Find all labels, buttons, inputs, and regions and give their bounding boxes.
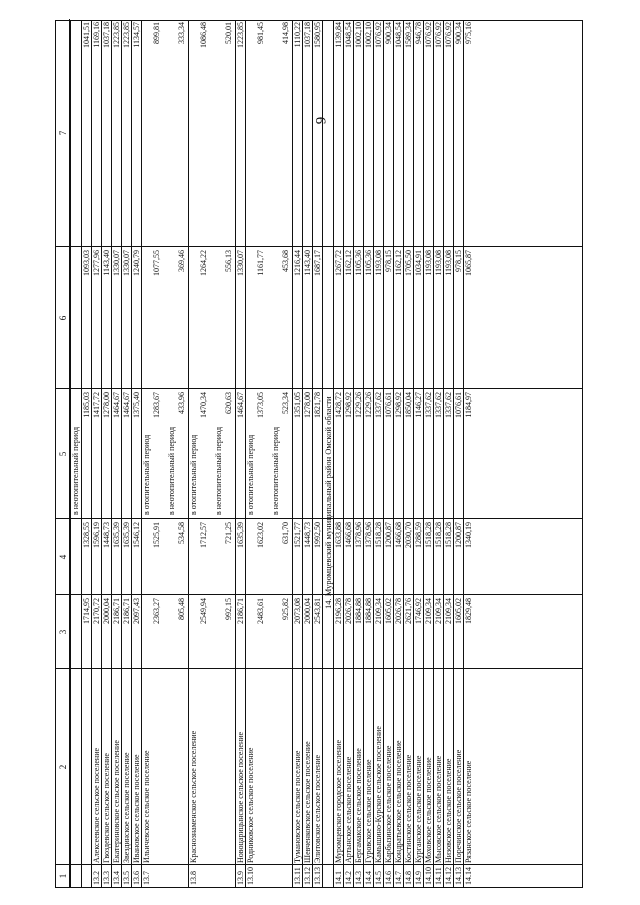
- row-number: 13.11: [293, 867, 302, 885]
- value-cell: 1992,50: [313, 522, 322, 548]
- column-header: 4: [56, 519, 70, 595]
- settlement-name: Тумановское сельское поселение: [293, 750, 302, 863]
- settlement-name: Бергамакское сельское поселение: [354, 748, 363, 863]
- value-cell: 1546,12: [132, 522, 141, 548]
- value-cell: 1417,72: [92, 392, 101, 418]
- value-cell: 1076,61: [454, 392, 463, 418]
- tariff-table: [55, 20, 583, 888]
- value-cell: 1466,68: [394, 522, 403, 548]
- value-cell: 1448,73: [102, 522, 111, 548]
- period-label: в неотопительный период: [214, 426, 223, 515]
- value-cell: 1048,54: [394, 22, 403, 48]
- column-header: 2: [56, 669, 70, 865]
- value-cell: 1373,05: [256, 392, 265, 418]
- value-cell: 1076,92: [434, 22, 443, 48]
- settlement-name: Артынское сельское поселение: [344, 756, 353, 863]
- value-cell: 1633,88: [334, 522, 343, 548]
- row-number: 14.8: [404, 871, 413, 885]
- value-cell: 2186,71: [122, 598, 131, 624]
- settlement-name: Рязанское сельское поселение: [464, 760, 473, 863]
- value-cell: 2097,43: [132, 598, 141, 624]
- value-cell: 1298,92: [344, 392, 353, 418]
- value-cell: 1821,78: [313, 392, 322, 418]
- settlement-name: Камышино-Курское сельское поселение: [374, 726, 383, 863]
- value-cell: 1076,92: [374, 22, 383, 48]
- value-cell: 1580,95: [313, 22, 322, 48]
- value-cell: 1605,02: [454, 598, 463, 624]
- settlement-name: Шевченковское сельское поселение: [303, 741, 312, 863]
- settlement-name: Низовское сельское поселение: [444, 758, 453, 863]
- value-cell: 1193,08: [424, 250, 433, 276]
- value-cell: 2170,72: [92, 598, 101, 624]
- value-cell: 1328,55: [82, 522, 91, 548]
- value-cell: 1185,03: [82, 392, 91, 418]
- value-cell: 1605,02: [384, 598, 393, 624]
- row-number: 14.4: [364, 871, 373, 885]
- value-cell: 414,98: [281, 22, 290, 44]
- row-number: 13.4: [112, 871, 121, 885]
- settlement-name: Карбызинское сельское поселение: [384, 745, 393, 863]
- value-cell: 1278,00: [303, 392, 312, 418]
- value-cell: 925,82: [281, 598, 290, 620]
- value-cell: 1518,28: [434, 522, 443, 548]
- value-cell: 1034,91: [414, 250, 423, 276]
- value-cell: 1229,26: [364, 392, 373, 418]
- value-cell: 1002,10: [364, 22, 373, 48]
- value-cell: 1184,97: [464, 392, 473, 418]
- value-cell: 1298,92: [394, 392, 403, 418]
- value-cell: 1635,39: [112, 522, 121, 548]
- value-cell: 1288,59: [414, 522, 423, 548]
- value-cell: 631,70: [281, 522, 290, 544]
- value-cell: 2186,71: [112, 598, 121, 624]
- value-cell: 1076,92: [424, 22, 433, 48]
- value-cell: 1525,91: [152, 522, 161, 548]
- value-cell: 1193,08: [434, 250, 443, 276]
- value-cell: 2000,04: [102, 598, 111, 624]
- settlement-name: Гуровское сельское поселение: [364, 759, 373, 863]
- value-cell: 1037,18: [102, 22, 111, 48]
- value-cell: 1146,27: [414, 392, 423, 418]
- period-label: в отопительный период: [189, 434, 198, 515]
- row-number: 13.9: [236, 871, 245, 885]
- value-cell: 1464,67: [122, 392, 131, 418]
- value-cell: 1143,40: [102, 250, 111, 276]
- value-cell: 1162,12: [344, 250, 353, 276]
- value-cell: 2196,28: [334, 598, 343, 624]
- section-heading: 14. Муромцевский муниципальный район Омской области: [323, 396, 333, 609]
- value-cell: 1223,85: [112, 22, 121, 48]
- value-cell: 1105,36: [354, 250, 363, 276]
- value-cell: 2109,34: [374, 598, 383, 624]
- column-header: 1: [56, 865, 70, 887]
- value-cell: 1193,08: [374, 250, 383, 276]
- settlement-name: Ильичевское сельское поселение: [142, 750, 151, 863]
- value-cell: 2549,94: [199, 598, 208, 624]
- settlement-name: Звездинское сельское поселение: [122, 752, 131, 863]
- row-number: 13.3: [102, 871, 111, 885]
- value-cell: 900,34: [454, 22, 463, 44]
- value-cell: 333,34: [177, 22, 186, 44]
- settlement-name: Моховское сельское поселение: [424, 757, 433, 863]
- column-header: 7: [56, 19, 70, 247]
- value-cell: 1267,72: [334, 250, 343, 276]
- value-cell: 1464,67: [236, 392, 245, 418]
- value-cell: 2109,34: [434, 598, 443, 624]
- value-cell: 453,68: [281, 250, 290, 272]
- value-cell: 2000,04: [303, 598, 312, 624]
- value-cell: 2073,08: [293, 598, 302, 624]
- value-cell: 1105,36: [364, 250, 373, 276]
- value-cell: 1143,40: [303, 250, 312, 276]
- value-cell: 978,15: [454, 250, 463, 272]
- row-number: 14.5: [374, 871, 383, 885]
- value-cell: 805,48: [177, 598, 186, 620]
- value-cell: 1337,62: [434, 392, 443, 418]
- value-cell: 1340,19: [464, 522, 473, 548]
- value-cell: 1829,48: [464, 598, 473, 624]
- value-cell: 1375,40: [132, 392, 141, 418]
- value-cell: 1240,79: [132, 250, 141, 276]
- settlement-name: Екатериновское сельское поселение: [112, 740, 121, 863]
- value-cell: 1277,96: [92, 250, 101, 276]
- value-cell: 1330,07: [112, 250, 121, 276]
- value-cell: 2030,70: [404, 522, 413, 548]
- value-cell: 1705,50: [404, 250, 413, 276]
- value-cell: 981,45: [256, 22, 265, 44]
- value-cell: 1169,16: [92, 22, 101, 48]
- value-cell: 1283,67: [152, 392, 161, 418]
- value-cell: 1161,77: [256, 250, 265, 276]
- row-number: 14.9: [414, 871, 423, 885]
- value-cell: 1223,85: [236, 22, 245, 48]
- value-cell: 1337,62: [444, 392, 453, 418]
- value-cell: 1337,62: [424, 392, 433, 418]
- value-cell: 1041,51: [82, 22, 91, 48]
- column-header: 3: [56, 595, 70, 669]
- value-cell: 1589,34: [404, 22, 413, 48]
- row-number: 14.11: [434, 867, 443, 885]
- value-cell: 1687,17: [313, 250, 322, 276]
- row-number: 14.2: [344, 871, 353, 885]
- value-cell: 1200,87: [384, 522, 393, 548]
- row-number: 14.10: [424, 867, 433, 885]
- settlement-name: Гвоздевское сельское поселение: [102, 753, 111, 863]
- value-cell: 1086,48: [199, 22, 208, 48]
- value-cell: 1464,67: [112, 392, 121, 418]
- value-cell: 1048,54: [344, 22, 353, 48]
- value-cell: 1378,96: [364, 522, 373, 548]
- value-cell: 620,63: [224, 392, 233, 414]
- value-cell: 946,78: [414, 22, 423, 44]
- row-number: 14.7: [394, 871, 403, 885]
- value-cell: 1065,87: [464, 250, 473, 276]
- value-cell: 1229,26: [354, 392, 363, 418]
- row-number: 13.13: [313, 867, 322, 885]
- value-cell: 2026,78: [344, 598, 353, 624]
- value-cell: 1351,05: [293, 392, 302, 418]
- period-label: в неотопительный период: [167, 426, 176, 515]
- column-divider: [56, 864, 582, 865]
- value-cell: 2186,71: [236, 598, 245, 624]
- value-cell: 1623,02: [256, 522, 265, 548]
- value-cell: 534,58: [177, 522, 186, 544]
- value-cell: 2621,76: [404, 598, 413, 624]
- value-cell: 899,81: [152, 22, 161, 44]
- settlement-name: Курганское сельское поселение: [414, 755, 423, 863]
- value-cell: 1330,07: [122, 250, 131, 276]
- value-cell: 2543,81: [313, 598, 322, 624]
- value-cell: 1521,77: [293, 522, 302, 548]
- value-cell: 975,16: [464, 22, 473, 44]
- settlement-name: Ивановское сельское поселение: [132, 754, 141, 863]
- row-number: 14.6: [384, 871, 393, 885]
- value-cell: 1134,57: [132, 22, 141, 48]
- row-number: 14.12: [444, 867, 453, 885]
- settlement-name: Мысовское сельское поселение: [434, 755, 443, 863]
- value-cell: 1139,84: [334, 22, 343, 48]
- value-cell: 433,96: [177, 392, 186, 414]
- value-cell: 1378,96: [354, 522, 363, 548]
- value-cell: 2109,34: [444, 598, 453, 624]
- row-number: 13.7: [142, 871, 151, 885]
- value-cell: 1037,18: [303, 22, 312, 48]
- value-cell: 1278,00: [102, 392, 111, 418]
- value-cell: 900,34: [384, 22, 393, 44]
- period-label: в отопительный период: [142, 434, 151, 515]
- value-cell: 369,46: [177, 250, 186, 272]
- value-cell: 1264,22: [199, 250, 208, 276]
- value-cell: 556,13: [224, 250, 233, 272]
- value-cell: 1216,44: [293, 250, 302, 276]
- settlement-name: Муромцевское городское поселение: [334, 739, 343, 863]
- value-cell: 1518,28: [374, 522, 383, 548]
- column-header: 6: [56, 247, 70, 389]
- value-cell: 1337,62: [374, 392, 383, 418]
- value-cell: 1635,39: [236, 522, 245, 548]
- value-cell: 2109,34: [424, 598, 433, 624]
- value-cell: 1330,07: [236, 250, 245, 276]
- value-cell: 1518,28: [444, 522, 453, 548]
- value-cell: 721,25: [224, 522, 233, 544]
- value-cell: 2483,61: [256, 598, 265, 624]
- period-label: в неотопительный период: [71, 426, 80, 515]
- value-cell: 2026,78: [394, 598, 403, 624]
- row-number: 13.5: [122, 871, 131, 885]
- value-cell: 1193,08: [444, 250, 453, 276]
- row-number: 13.8: [189, 871, 198, 885]
- row-number: 14.3: [354, 871, 363, 885]
- period-label: в отопительный период: [246, 434, 255, 515]
- settlement-name: Алексеевское сельское поселение: [92, 747, 101, 863]
- value-cell: 1110,22: [293, 22, 302, 48]
- value-cell: 1712,57: [199, 522, 208, 548]
- value-cell: 1002,10: [354, 22, 363, 48]
- value-cell: 1850,04: [404, 392, 413, 418]
- value-cell: 2363,27: [152, 598, 161, 624]
- settlement-name: Поречинское сельское поселение: [454, 749, 463, 863]
- settlement-name: Костинское сельское поселение: [404, 754, 413, 863]
- row-number: 14.13: [454, 867, 463, 885]
- row-number: 13.2: [92, 871, 101, 885]
- value-cell: 1746,92: [414, 598, 423, 624]
- value-cell: 1884,88: [354, 598, 363, 624]
- page-number: 9: [313, 116, 330, 125]
- value-cell: 1448,73: [303, 522, 312, 548]
- value-cell: 1635,39: [122, 522, 131, 548]
- value-cell: 523,34: [281, 392, 290, 414]
- value-cell: 1223,85: [122, 22, 131, 48]
- value-cell: 1466,68: [344, 522, 353, 548]
- value-cell: 1884,88: [364, 598, 373, 624]
- row-number: 13.12: [303, 867, 312, 885]
- value-cell: 1518,28: [424, 522, 433, 548]
- value-cell: 992,15: [224, 598, 233, 620]
- value-cell: 1200,87: [454, 522, 463, 548]
- value-cell: 1470,34: [199, 392, 208, 418]
- value-cell: 1076,92: [444, 22, 453, 48]
- value-cell: 1714,95: [82, 598, 91, 624]
- value-cell: 1077,55: [152, 250, 161, 276]
- settlement-name: Элитовское сельское поселение: [313, 754, 322, 863]
- row-number: 13.6: [132, 871, 141, 885]
- row-number: 13.10: [246, 867, 255, 885]
- value-cell: 978,15: [384, 250, 393, 272]
- value-cell: 1162,12: [394, 250, 403, 276]
- value-cell: 1093,03: [82, 250, 91, 276]
- row-number: 14.1: [334, 871, 343, 885]
- column-header: 5: [56, 389, 70, 519]
- value-cell: 520,01: [224, 22, 233, 44]
- value-cell: 1596,19: [92, 522, 101, 548]
- value-cell: 1428,72: [334, 392, 343, 418]
- settlement-name: Родниковское сельское поселение: [246, 747, 255, 863]
- settlement-name: Новоцарицынское сельское поселение: [236, 731, 245, 863]
- settlement-name: Кондратьевское сельское поселение: [394, 740, 403, 863]
- period-label: в неотопительный период: [271, 426, 280, 515]
- settlement-name: Краснознаменское сельское поселение: [189, 730, 198, 863]
- row-number: 14.14: [464, 867, 473, 885]
- value-cell: 1076,61: [384, 392, 393, 418]
